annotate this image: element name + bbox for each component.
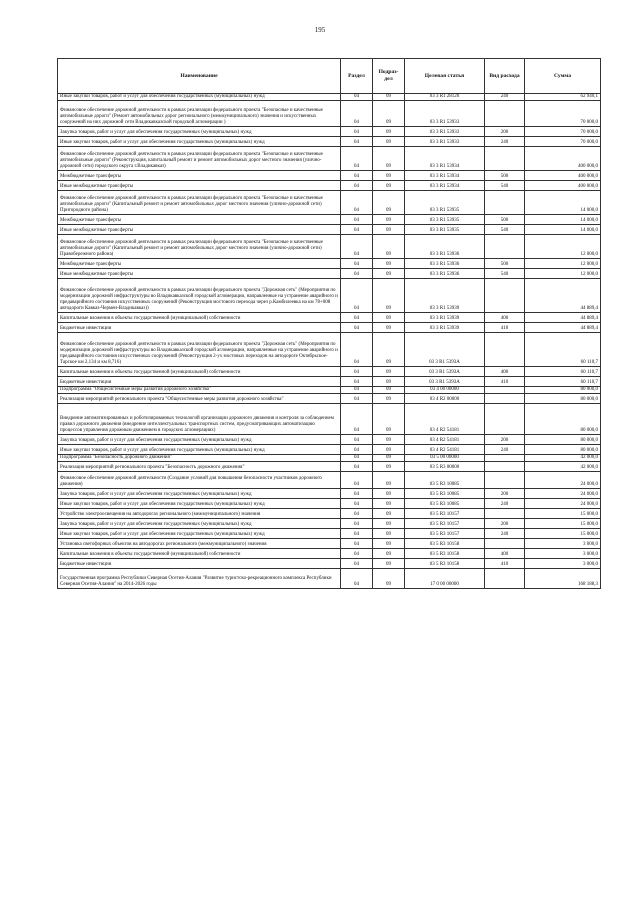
table-body [58, 94, 601, 589]
row-podrazdel: 09 [373, 404, 405, 435]
row-razdel: 04 [341, 549, 373, 559]
row-expense-type: 400 [485, 367, 525, 377]
row-expense-type: 500 [485, 215, 525, 225]
row-podrazdel: 09 [373, 367, 405, 377]
row-sum: 80 000,0 [525, 404, 601, 435]
row-target-article: 03 4 R2 54181 [405, 404, 485, 435]
row-target-article: 03 4 00 00000 [405, 387, 485, 394]
row-podrazdel: 09 [373, 225, 405, 235]
header-target-article: Целевая статья [405, 59, 485, 94]
row-target-article: 03 5 R3 10085 [405, 489, 485, 499]
row-target-article: 03 4 R2 54181 [405, 445, 485, 455]
table-row [58, 519, 601, 529]
row-podrazdel: 09 [373, 529, 405, 539]
table-row [58, 171, 601, 181]
row-razdel: 04 [341, 377, 373, 387]
row-razdel: 04 [341, 127, 373, 137]
row-target-article: 03 5 R3 10085 [405, 472, 485, 489]
row-sum: 14 000,0 [525, 215, 601, 225]
row-podrazdel: 09 [373, 455, 405, 462]
row-target-article: 03 5 R3 00000 [405, 462, 485, 472]
row-expense-type [485, 455, 525, 462]
table-row [58, 191, 601, 215]
row-target-article: 03 3 R1 53935 [405, 191, 485, 215]
row-razdel: 04 [341, 323, 373, 333]
row-razdel: 04 [341, 394, 373, 404]
row-razdel: 04 [341, 529, 373, 539]
table-row [58, 472, 601, 489]
row-podrazdel: 09 [373, 489, 405, 499]
row-expense-type: 540 [485, 269, 525, 279]
row-expense-type [485, 569, 525, 589]
row-name: Финансовое обеспечение дорожной деятельности в рамках реализации федерального проекта "Дорожная сеть" (Мероприятия по модернизации дорожной инфраструктуры во Владикавказской городской агломерации, направленные на устранение аварийного и предаварийного состояния искусственных сооружений (Реконструкция 2-ух мостовых переходов на автодороге Октябрьское-Тарское км 2,134 и км 8,716) [58, 333, 341, 367]
table-row [58, 147, 601, 171]
row-target-article: 03 4 R2 54181 [405, 435, 485, 445]
table-row [58, 269, 601, 279]
row-razdel: 04 [341, 181, 373, 191]
row-target-article: 03 5 R3 10158 [405, 549, 485, 559]
row-podrazdel: 09 [373, 171, 405, 181]
row-expense-type: 200 [485, 489, 525, 499]
row-razdel: 04 [341, 472, 373, 489]
row-podrazdel: 09 [373, 569, 405, 589]
row-razdel: 04 [341, 367, 373, 377]
row-podrazdel: 09 [373, 394, 405, 404]
header-expense-type: Вид расхода [485, 59, 525, 94]
row-expense-type: 410 [485, 323, 525, 333]
row-name: Иные закупки товаров, работ и услуг для обеспечения государственных (муниципальных) нужд [58, 445, 341, 455]
row-target-article: 17 0 00 00000 [405, 569, 485, 589]
row-expense-type [485, 394, 525, 404]
row-podrazdel: 09 [373, 137, 405, 147]
row-name: Бюджетные инвестиции [58, 559, 341, 569]
row-expense-type: 200 [485, 519, 525, 529]
row-sum: 14 000,0 [525, 225, 601, 235]
row-podrazdel: 09 [373, 472, 405, 489]
row-podrazdel: 09 [373, 279, 405, 313]
row-sum: 24 000,0 [525, 499, 601, 509]
table-row [58, 313, 601, 323]
row-sum: 24 000,0 [525, 472, 601, 489]
row-expense-type: 540 [485, 225, 525, 235]
row-razdel: 04 [341, 259, 373, 269]
row-target-article: 03 5 R3 10157 [405, 519, 485, 529]
row-expense-type [485, 333, 525, 367]
row-razdel: 04 [341, 569, 373, 589]
row-target-article: 03 3 R1 53934 [405, 171, 485, 181]
row-podrazdel: 09 [373, 499, 405, 509]
row-expense-type [485, 462, 525, 472]
row-target-article: 03 3 R1 53936 [405, 259, 485, 269]
row-sum: 3 000,0 [525, 559, 601, 569]
row-podrazdel: 09 [373, 445, 405, 455]
row-name: Подпрограмма "Безопасность дорожного движения" [58, 455, 341, 462]
row-podrazdel: 09 [373, 519, 405, 529]
row-expense-type: 400 [485, 313, 525, 323]
row-razdel: 04 [341, 404, 373, 435]
row-razdel: 04 [341, 147, 373, 171]
row-target-article: 03 3 R1 53936 [405, 235, 485, 259]
row-expense-type: 500 [485, 259, 525, 269]
table-row [58, 94, 601, 101]
row-name: Капитальные вложения в объекты государственной (муниципальной) собственности [58, 313, 341, 323]
table-row [58, 181, 601, 191]
table-row [58, 509, 601, 519]
row-sum: 70 000,0 [525, 127, 601, 137]
row-name: Устройство электроосвещения на автодорогах регионального (межмуниципального) значения [58, 509, 341, 519]
row-razdel: 04 [341, 445, 373, 455]
row-razdel: 04 [341, 269, 373, 279]
row-name: Иные межбюджетные трансферты [58, 181, 341, 191]
row-target-article: 03 5 00 00000 [405, 455, 485, 462]
row-expense-type: 240 [485, 529, 525, 539]
row-expense-type [485, 404, 525, 435]
row-name: Подпрограмма "Общесистемные меры развития дорожного хозяйства" [58, 387, 341, 394]
table-row [58, 404, 601, 435]
row-razdel: 04 [341, 462, 373, 472]
row-podrazdel: 09 [373, 509, 405, 519]
row-target-article: 03 4 R2 00000 [405, 394, 485, 404]
table-row [58, 279, 601, 313]
table-row [58, 127, 601, 137]
row-name: Межбюджетные трансферты [58, 215, 341, 225]
row-target-article: 03 3 R1 53939 [405, 313, 485, 323]
table-row [58, 559, 601, 569]
row-expense-type: 200 [485, 127, 525, 137]
row-podrazdel: 09 [373, 94, 405, 101]
row-name: Межбюджетные трансферты [58, 171, 341, 181]
row-sum: 60 110,7 [525, 377, 601, 387]
row-name: Государственная программа Республики Северная Осетия-Алания "Развитие туристско-рекреационного комплекса Республики Северная Осетия-Алания" на 2014-2026 годы [58, 569, 341, 589]
row-sum: 12 000,0 [525, 235, 601, 259]
row-expense-type [485, 387, 525, 394]
row-podrazdel: 09 [373, 462, 405, 472]
row-name: Финансовое обеспечение дорожной деятельности (Создание условий для повышения безопасности участников дорожного движения) [58, 472, 341, 489]
row-target-article: 03 3 R1 53939 [405, 279, 485, 313]
row-target-article: 03 5 R3 10158 [405, 539, 485, 549]
row-podrazdel: 09 [373, 181, 405, 191]
row-expense-type: 540 [485, 181, 525, 191]
row-razdel: 04 [341, 509, 373, 519]
row-razdel: 04 [341, 191, 373, 215]
row-podrazdel: 09 [373, 313, 405, 323]
row-expense-type: 240 [485, 94, 525, 101]
row-razdel: 04 [341, 333, 373, 367]
row-expense-type: 410 [485, 559, 525, 569]
row-podrazdel: 09 [373, 377, 405, 387]
row-name: Закупка товаров, работ и услуг для обеспечения государственных (муниципальных) нужд [58, 519, 341, 529]
table-row [58, 435, 601, 445]
header-sum: Сумма [525, 59, 601, 94]
row-razdel: 04 [341, 215, 373, 225]
table-row [58, 489, 601, 499]
row-name: Внедрение автоматизированных и роботизированных технологий организации дорожного движения и контроля за соблюдением правил дорожного движения (внедрение интеллектуальных транспортных систем, предусматривающих автоматизацию процессов управления дорожным движением в городских агломерациях) [58, 404, 341, 435]
row-razdel: 04 [341, 137, 373, 147]
row-target-article: 03 3 R1 53939 [405, 323, 485, 333]
row-name: Иные закупки товаров, работ и услуг для обеспечения государственных (муниципальных) нужд [58, 94, 341, 101]
row-expense-type [485, 101, 525, 127]
row-podrazdel: 09 [373, 259, 405, 269]
row-target-article: 03 3 R1 5393А [405, 333, 485, 367]
table-row [58, 101, 601, 127]
row-sum: 80 000,0 [525, 435, 601, 445]
row-podrazdel: 09 [373, 559, 405, 569]
row-sum: 60 110,7 [525, 333, 601, 367]
row-target-article: 03 3 R1 28120 [405, 94, 485, 101]
row-name: Финансовое обеспечение дорожной деятельности в рамках реализации федерального проекта "Безопасные и качественные автомобильные дороги" (Капитальный ремонт и ремонт автомобильных дорог местного значения (улично-дорожной сети) Правобережного района) [58, 235, 341, 259]
row-name: Закупка товаров, работ и услуг для обеспечения государственных (муниципальных) нужд [58, 489, 341, 499]
row-razdel: 04 [341, 387, 373, 394]
row-razdel: 04 [341, 435, 373, 445]
header-name: Наименование [58, 59, 341, 94]
row-razdel: 04 [341, 499, 373, 509]
row-name: Иные закупки товаров, работ и услуг для обеспечения государственных (муниципальных) нужд [58, 529, 341, 539]
table-row [58, 259, 601, 269]
row-sum: 80 000,0 [525, 394, 601, 404]
row-sum: 15 000,0 [525, 529, 601, 539]
row-name: Иные межбюджетные трансферты [58, 225, 341, 235]
row-expense-type: 400 [485, 549, 525, 559]
table-row [58, 455, 601, 462]
row-podrazdel: 09 [373, 387, 405, 394]
table-row [58, 394, 601, 404]
row-name: Закупка товаров, работ и услуг для обеспечения государственных (муниципальных) нужд [58, 127, 341, 137]
row-expense-type [485, 539, 525, 549]
row-razdel: 04 [341, 279, 373, 313]
row-sum: 70 000,0 [525, 137, 601, 147]
row-podrazdel: 09 [373, 269, 405, 279]
row-name: Финансовое обеспечение дорожной деятельности в рамках реализации федерального проекта "Дорожная сеть" (Мероприятия по модернизации дорожной инфраструктуры во Владикавказской городской агломерации, направленные на устранение аварийного и предаварийного состояния искусственных сооружений (Реконструкция мостового перехода через р.Камбилеевка на км 78+008 автодороги Кавказ-Чермен-Владикавказ)) [58, 279, 341, 313]
row-name: Реализация мероприятий регионального проекта "Безопасность дорожного движения" [58, 462, 341, 472]
row-sum: 42 000,0 [525, 462, 601, 472]
table-row [58, 367, 601, 377]
row-razdel: 04 [341, 455, 373, 462]
row-name: Капитальные вложения в объекты государственной (муниципальной) собственности [58, 549, 341, 559]
row-sum: 44 889,4 [525, 313, 601, 323]
row-expense-type [485, 191, 525, 215]
row-sum: 12 000,0 [525, 269, 601, 279]
budget-table [57, 58, 601, 589]
page-number: 195 [314, 26, 326, 34]
row-podrazdel: 09 [373, 215, 405, 225]
row-target-article: 03 3 R1 53936 [405, 269, 485, 279]
row-podrazdel: 09 [373, 147, 405, 171]
table-row [58, 499, 601, 509]
table-row [58, 445, 601, 455]
row-razdel: 04 [341, 489, 373, 499]
row-name: Иные закупки товаров, работ и услуг для обеспечения государственных (муниципальных) нужд [58, 137, 341, 147]
row-razdel: 04 [341, 519, 373, 529]
row-name: Реализация мероприятий регионального проекта "Общесистемные меры развития дорожного хозяйства" [58, 394, 341, 404]
row-podrazdel: 09 [373, 539, 405, 549]
row-target-article: 03 3 R1 53935 [405, 225, 485, 235]
row-name: Бюджетные инвестиции [58, 377, 341, 387]
row-sum: 15 000,0 [525, 519, 601, 529]
row-sum: 44 889,4 [525, 323, 601, 333]
row-sum: 168 188,3 [525, 569, 601, 589]
row-sum: 3 000,0 [525, 549, 601, 559]
row-sum: 15 000,0 [525, 509, 601, 519]
row-name: Финансовое обеспечение дорожной деятельности в рамках реализации федерального проекта "Безопасные и качественные автомобильные дороги" (Капитальный ремонт и ремонт автомобильных дорог местного значения (улично-дорожной сети) Пригородного района) [58, 191, 341, 215]
row-razdel: 04 [341, 539, 373, 549]
row-razdel: 04 [341, 235, 373, 259]
row-sum: 24 000,0 [525, 489, 601, 499]
row-expense-type [485, 472, 525, 489]
row-target-article: 03 3 R1 53934 [405, 181, 485, 191]
row-sum: 400 000,0 [525, 171, 601, 181]
table-row [58, 569, 601, 589]
row-sum: 60 110,7 [525, 367, 601, 377]
table-row [58, 137, 601, 147]
row-name: Бюджетные инвестиции [58, 323, 341, 333]
row-podrazdel: 09 [373, 127, 405, 137]
row-sum: 14 000,0 [525, 191, 601, 215]
table-row [58, 333, 601, 367]
row-name: Установка светофорных объектов на автодорогах регионального (межмуниципального) значения [58, 539, 341, 549]
table-row [58, 462, 601, 472]
row-sum: 400 000,0 [525, 181, 601, 191]
row-target-article: 03 3 R1 53935 [405, 215, 485, 225]
row-razdel: 04 [341, 171, 373, 181]
row-name: Межбюджетные трансферты [58, 259, 341, 269]
row-podrazdel: 09 [373, 323, 405, 333]
row-sum: 80 000,0 [525, 445, 601, 455]
row-podrazdel: 09 [373, 549, 405, 559]
row-podrazdel: 09 [373, 333, 405, 367]
row-razdel: 04 [341, 101, 373, 127]
header-podrazdel: Подраз-дел [373, 59, 405, 94]
row-podrazdel: 09 [373, 191, 405, 215]
row-target-article: 03 3 R1 53933 [405, 127, 485, 137]
table-row [58, 225, 601, 235]
row-razdel: 04 [341, 559, 373, 569]
table-row [58, 323, 601, 333]
row-expense-type [485, 509, 525, 519]
row-sum: 70 000,0 [525, 101, 601, 127]
row-razdel: 04 [341, 225, 373, 235]
row-name: Финансовое обеспечение дорожной деятельности в рамках реализации федерального проекта "Безопасные и качественные автомобильные дороги" (Ремонт автомобильных дорог регионального (межмуниципального) значения и искусственных сооружений на них дорожной сети Владикавказской городской агломерации ) [58, 101, 341, 127]
row-podrazdel: 09 [373, 101, 405, 127]
row-expense-type: 410 [485, 377, 525, 387]
table-row [58, 215, 601, 225]
row-razdel: 04 [341, 313, 373, 323]
row-target-article: 03 5 R3 10157 [405, 529, 485, 539]
table-row [58, 387, 601, 394]
table-header [58, 59, 601, 94]
row-sum: 3 000,0 [525, 539, 601, 549]
table-row [58, 377, 601, 387]
row-target-article: 03 5 R3 10085 [405, 499, 485, 509]
row-podrazdel: 09 [373, 235, 405, 259]
row-razdel: 04 [341, 94, 373, 101]
row-name: Иные закупки товаров, работ и услуг для обеспечения государственных (муниципальных) нужд [58, 499, 341, 509]
row-target-article: 03 3 R1 5393А [405, 367, 485, 377]
row-sum: 400 000,0 [525, 147, 601, 171]
row-expense-type: 200 [485, 435, 525, 445]
row-podrazdel: 09 [373, 435, 405, 445]
row-expense-type [485, 235, 525, 259]
row-expense-type: 500 [485, 171, 525, 181]
row-sum: 62 940,1 [525, 94, 601, 101]
row-target-article: 03 3 R1 5393А [405, 377, 485, 387]
table-row [58, 549, 601, 559]
row-sum: 80 000,0 [525, 387, 601, 394]
row-expense-type: 240 [485, 499, 525, 509]
table-row [58, 529, 601, 539]
table-row [58, 539, 601, 549]
row-target-article: 03 3 R1 53934 [405, 147, 485, 171]
row-name: Иные межбюджетные трансферты [58, 269, 341, 279]
row-name: Закупка товаров, работ и услуг для обеспечения государственных (муниципальных) нужд [58, 435, 341, 445]
row-target-article: 03 5 R3 10157 [405, 509, 485, 519]
row-expense-type: 240 [485, 137, 525, 147]
row-expense-type: 240 [485, 445, 525, 455]
row-sum: 42 000,0 [525, 455, 601, 462]
row-sum: 12 000,0 [525, 259, 601, 269]
table-row [58, 235, 601, 259]
row-target-article: 03 3 R1 53933 [405, 101, 485, 127]
row-sum: 44 889,4 [525, 279, 601, 313]
row-target-article: 03 3 R1 53933 [405, 137, 485, 147]
row-name: Капитальные вложения в объекты государственной (муниципальной) собственности [58, 367, 341, 377]
row-expense-type [485, 147, 525, 171]
row-target-article: 03 5 R3 10158 [405, 559, 485, 569]
row-name: Финансовое обеспечение дорожной деятельности в рамках реализации федерального проекта "Безопасные и качественные автомобильные дороги" (Реконструкция, капитальный ремонт и ремонт автомобильных дорог местного значения (улично-дорожной сети) городского округа г.Владикавказ) [58, 147, 341, 171]
header-razdel: Раздел [341, 59, 373, 94]
row-expense-type [485, 279, 525, 313]
